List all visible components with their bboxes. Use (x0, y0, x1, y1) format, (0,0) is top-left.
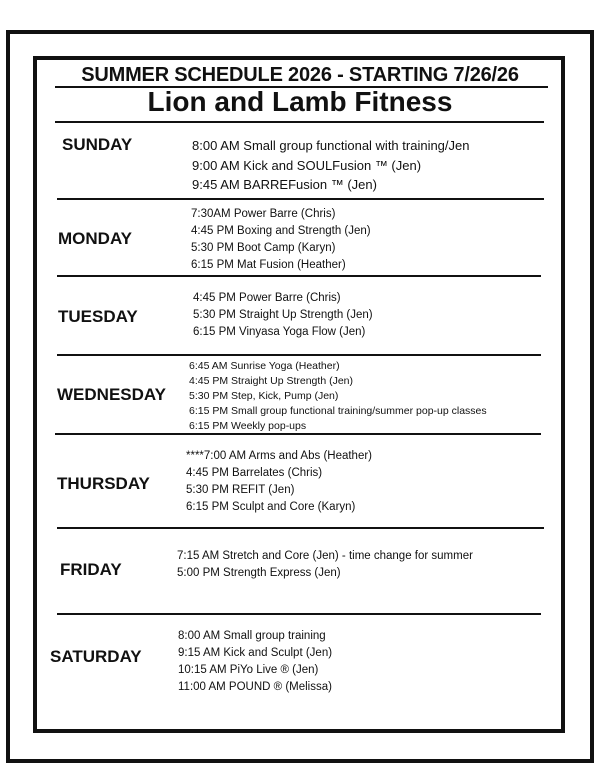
class-item: 9:45 AM BARREFusion ™ (Jen) (192, 177, 377, 192)
day-label-wednesday: WEDNESDAY (57, 385, 166, 404)
class-item: 4:45 PM Straight Up Strength (Jen) (189, 375, 353, 387)
class-item: 6:15 PM Sculpt and Core (Karyn) (186, 501, 356, 513)
class-list-thursday (186, 448, 372, 516)
day-label-saturday: SATURDAY (50, 647, 142, 666)
class-item: 7:15 AM Stretch and Core (Jen) - time change for summer (177, 550, 473, 562)
section-divider (57, 198, 544, 200)
class-list-friday (177, 548, 473, 582)
section-divider (57, 275, 541, 277)
class-item: 6:15 PM Mat Fusion (Heather) (191, 259, 346, 271)
day-label-tuesday: TUESDAY (58, 307, 138, 326)
class-item: 5:30 PM REFIT (Jen) (186, 484, 295, 496)
day-label-sunday: SUNDAY (62, 135, 133, 154)
class-item: 5:30 PM Straight Up Strength (Jen) (193, 309, 373, 321)
class-item: 9:15 AM Kick and Sculpt (Jen) (178, 647, 333, 659)
day-label-monday: MONDAY (58, 229, 132, 248)
section-divider (57, 613, 541, 615)
gym-name: Lion and Lamb Fitness (147, 86, 453, 117)
day-label-thursday: THURSDAY (57, 474, 150, 493)
section-divider (57, 354, 541, 356)
class-item: 6:15 PM Vinyasa Yoga Flow (Jen) (193, 326, 366, 338)
class-list-saturday (178, 628, 332, 696)
class-item: 6:15 PM Small group functional training/summer pop-up classes (189, 405, 487, 417)
class-item: 7:30AM Power Barre (Chris) (191, 208, 336, 220)
class-item: 4:45 PM Barrelates (Chris) (186, 467, 323, 479)
class-item: 11:00 AM POUND ® (Melissa) (178, 681, 332, 693)
class-item: 10:15 AM PiYo Live ® (Jen) (178, 664, 319, 676)
class-list-wednesday (189, 359, 487, 434)
class-item: 9:00 AM Kick and SOULFusion ™ (Jen) (192, 157, 422, 173)
class-list-sunday (192, 136, 470, 195)
section-divider (55, 121, 544, 123)
section-divider (57, 527, 544, 529)
class-item: 6:45 AM Sunrise Yoga (Heather) (189, 360, 340, 372)
class-item: 5:30 PM Boot Camp (Karyn) (191, 242, 336, 254)
class-list-monday (191, 206, 371, 274)
class-item: 4:45 PM Power Barre (Chris) (193, 292, 341, 304)
class-item: 5:30 PM Step, Kick, Pump (Jen) (189, 390, 339, 402)
day-label-friday: FRIDAY (60, 560, 122, 579)
class-item: 8:00 AM Small group training (178, 630, 326, 642)
class-item: 5:00 PM Strength Express (Jen) (177, 567, 341, 579)
class-item: ****7:00 AM Arms and Abs (Heather) (186, 450, 373, 462)
section-divider (55, 433, 541, 435)
class-item: 6:15 PM Weekly pop-ups (189, 420, 307, 432)
class-list-tuesday (193, 290, 373, 341)
schedule-title: SUMMER SCHEDULE 2026 - STARTING 7/26/26 (81, 64, 519, 86)
class-item: 4:45 PM Boxing and Strength (Jen) (191, 225, 371, 237)
class-item: 8:00 AM Small group functional with training/Jen (192, 138, 470, 153)
